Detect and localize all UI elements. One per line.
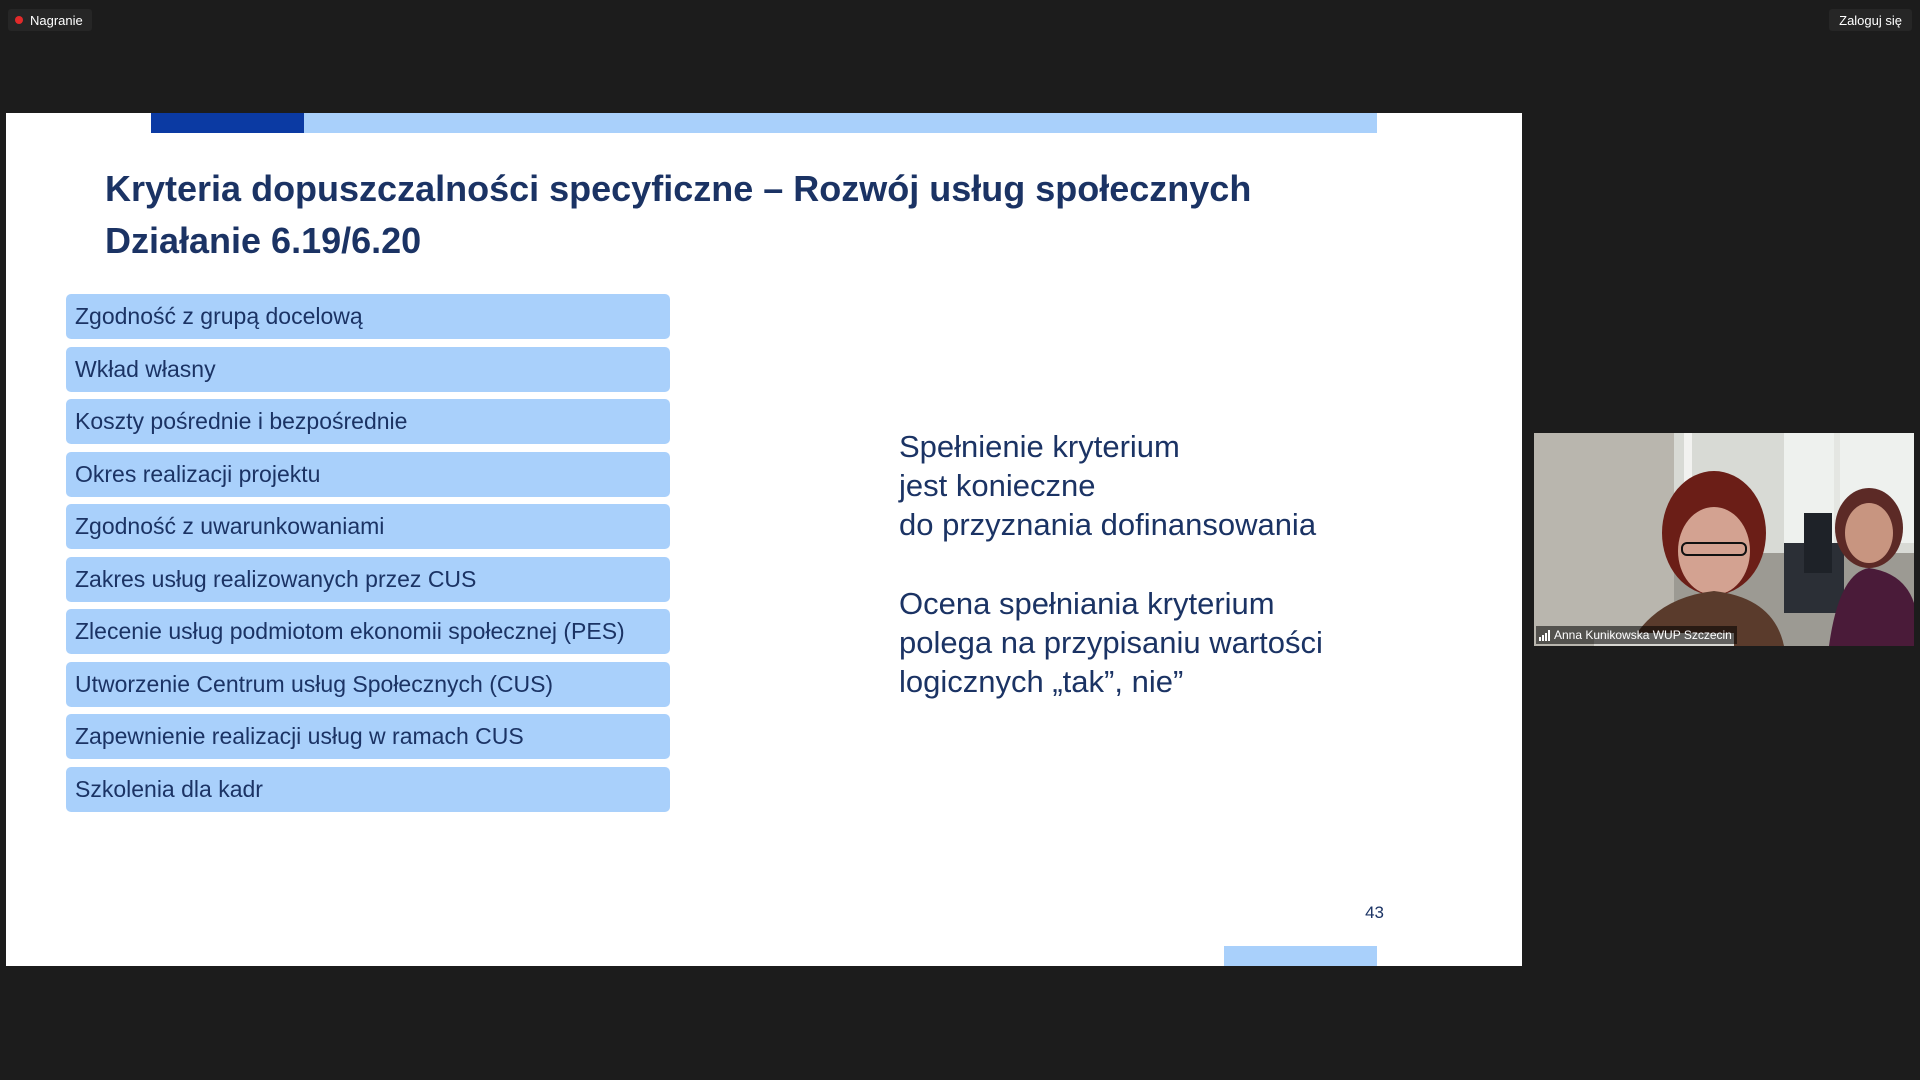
recording-indicator <box>8 9 92 31</box>
criteria-list <box>66 294 670 819</box>
evaluation-note <box>899 584 1419 701</box>
criteria-item: Zapewnienie realizacji usług w ramach CUS <box>66 714 670 759</box>
criteria-item: Zlecenie usług podmiotom ekonomii społecznej (PES) <box>66 609 670 654</box>
slide-top-accent-bar <box>151 113 1377 133</box>
requirement-note-line: jest konieczne <box>899 468 1096 503</box>
criteria-item: Koszty pośrednie i bezpośrednie <box>66 399 670 444</box>
slide-top-accent-block <box>151 113 304 133</box>
participant-name-bar <box>1536 626 1737 644</box>
criteria-item: Utworzenie Centrum usług Społecznych (CUS) <box>66 662 670 707</box>
slide-title <box>105 163 1405 267</box>
participant-video-frame <box>1534 433 1914 646</box>
criteria-item: Zgodność z grupą docelową <box>66 294 670 339</box>
slide-page-number: 43 <box>1365 903 1384 922</box>
criteria-item: Wkład własny <box>66 347 670 392</box>
criteria-item: Zgodność z uwarunkowaniami <box>66 504 670 549</box>
requirement-note-line: Spełnienie kryterium <box>899 429 1180 464</box>
requirement-note <box>899 427 1419 544</box>
shared-slide <box>6 113 1522 966</box>
signal-strength-icon <box>1539 630 1550 641</box>
criteria-item: Zakres usług realizowanych przez CUS <box>66 557 670 602</box>
recording-dot-icon <box>15 16 23 24</box>
participant-name: Anna Kunikowska WUP Szczecin <box>1554 628 1732 642</box>
login-button[interactable]: Zaloguj się <box>1829 9 1912 31</box>
evaluation-note-line: logicznych „tak”, nie” <box>899 664 1184 699</box>
criteria-item: Szkolenia dla kadr <box>66 767 670 812</box>
participant-video-tile[interactable] <box>1534 433 1914 646</box>
recording-label: Nagranie <box>30 12 83 28</box>
evaluation-note-line: Ocena spełniania kryterium <box>899 586 1275 621</box>
criteria-item: Okres realizacji projektu <box>66 452 670 497</box>
slide-bottom-accent-bar <box>1224 946 1377 966</box>
requirement-note-line: do przyznania dofinansowania <box>899 507 1317 542</box>
slide-title-line1: Kryteria dopuszczalności specyficzne – Rozwój usług społecznych <box>105 168 1252 209</box>
evaluation-note-line: polega na przypisaniu wartości <box>899 625 1323 660</box>
slide-title-line2: Działanie 6.19/6.20 <box>105 220 422 261</box>
